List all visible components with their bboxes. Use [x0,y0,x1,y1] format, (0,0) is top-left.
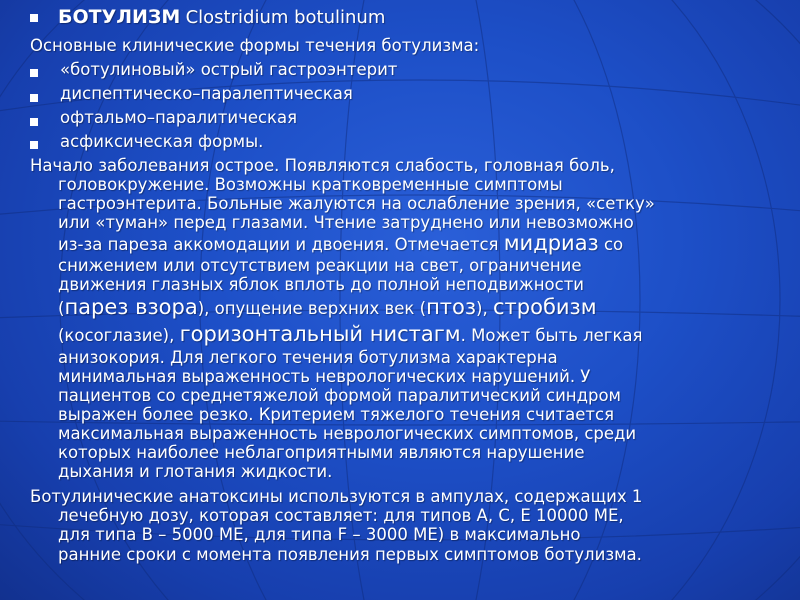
title-bullet [30,14,38,22]
clinical-line-4: или «туман» перед глазами. Чтение затруднено или невозможно [58,213,634,232]
clinical-line-7: движения глазных яблок вплоть до полной неподвижности [58,275,585,294]
clinical-line-15: которых наиболее неблагоприятными являются нарушение [58,443,585,462]
form-bullet [30,69,38,77]
antitoxin-line-2: лечебную дозу, которая составляет: для типов А, С, Е 10000 МЕ, [58,506,624,525]
text-segment: ), [476,299,493,318]
clinical-line-14: максимальная выраженность неврологических симптомов, среди [58,424,637,443]
form-item-2: диспептическо–паралептическая [60,84,353,103]
antitoxin-line-4: ранние сроки с момента появления первых симптомов ботулизма. [58,545,642,564]
term-mydriasis: мидриаз [503,231,599,255]
form-item-4: асфиксическая формы. [60,132,264,151]
clinical-line-9 [58,322,642,346]
term-gaze-paresis: парез взора [64,295,198,319]
clinical-line-1: Начало заболевания острое. Появляются слабость, головная боль, [30,156,615,175]
text-segment: . Может быть легкая [460,326,643,345]
clinical-line-10: анизокория. Для легкого течения ботулизма характерна [58,348,558,367]
clinical-line-16: дыхания и глотания жидкости. [58,462,333,481]
term-ptosis: птоз [426,295,477,319]
slide-title [58,7,385,28]
clinical-line-5 [58,231,623,255]
text-segment: (косоглазие), [58,326,180,345]
antitoxin-line-1: Ботулинические анатоксины используются в ампулах, содержащих 1 [30,487,643,506]
title-latin: Clostridium botulinum [185,7,386,28]
clinical-line-2: головокружение. Возможны кратковременные симптомы [58,175,563,194]
form-bullet [30,118,38,126]
clinical-line-3: гастроэнтерита. Больные жалуются на ослабление зрения, «сетку» [58,194,655,213]
clinical-line-12: пациентов со среднетяжелой формой паралитический синдром [58,386,621,405]
form-bullet [30,141,38,149]
text-segment: из-за пареза аккомодации и двоения. Отмечается [58,235,504,254]
clinical-line-13: выражен более резко. Критерием тяжелого течения считается [58,405,614,424]
form-bullet [30,94,38,102]
term-strabismus: стробизм [492,295,597,319]
form-item-3: офтальмо–паралитическая [60,108,298,127]
antitoxin-line-3: для типа В – 5000 МЕ, для типа F – 3000 МЕ) в максимально [58,525,581,544]
text-segment: ), опущение верхних век ( [197,299,427,318]
clinical-line-11: минимальная выраженность неврологических нарушений. У [58,367,591,386]
forms-intro: Основные клинические формы течения ботулизма: [30,36,480,55]
clinical-line-8 [58,295,597,319]
clinical-line-6: снижением или отсутствием реакции на свет, ограничение [58,256,582,275]
text-segment: ( [58,299,65,318]
term-nystagmus: горизонтальный нистагм [179,322,461,346]
form-item-1: «ботулиновый» острый гастроэнтерит [60,60,398,79]
title-main: БОТУЛИЗМ [58,6,181,28]
text-segment: со [598,235,624,254]
